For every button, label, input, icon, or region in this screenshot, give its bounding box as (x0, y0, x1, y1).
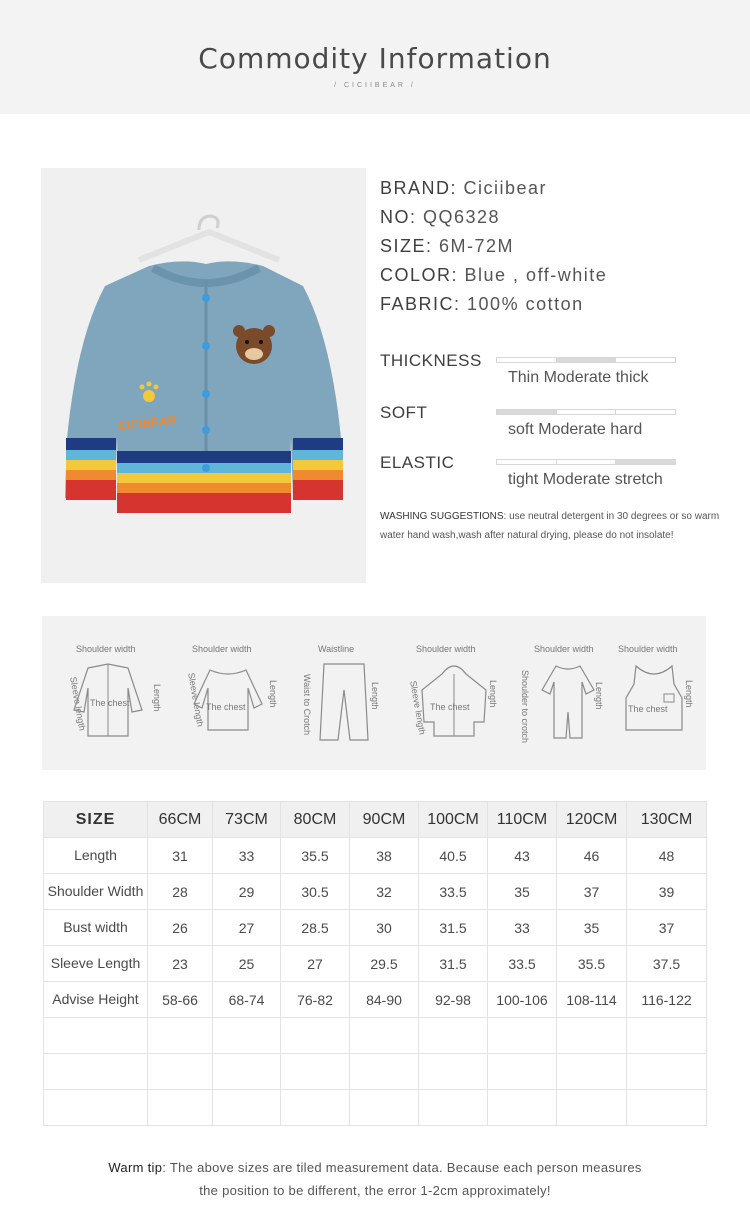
sweater-icon (188, 664, 268, 736)
table-cell: 31 (148, 838, 213, 874)
hoodie-icon (414, 660, 494, 740)
washing-suggestions (380, 507, 725, 545)
vest-icon (622, 660, 686, 736)
table-cell: 26 (148, 910, 213, 946)
measure-right-label: Length (268, 680, 278, 708)
scale-label: ELASTIC (380, 453, 455, 472)
scale-options: soft Moderate hard (508, 421, 643, 438)
table-row-empty (44, 1090, 707, 1126)
table-row (44, 946, 707, 982)
scale-label: THICKNESS (380, 351, 482, 370)
measure-hoodie (396, 616, 506, 770)
scale-bar (496, 459, 676, 465)
warm-tip-line2: the position to be different, the error 1-2cm approximately! (199, 1183, 551, 1198)
table-cell: 37 (557, 874, 627, 910)
table-cell: 43 (488, 838, 557, 874)
scale-elastic (380, 453, 720, 501)
scale-bar (496, 409, 676, 415)
scale-soft (380, 403, 720, 451)
warm-tip (0, 1156, 750, 1202)
table-cell: 76-82 (281, 982, 350, 1018)
info-no: NO: QQ6328 (380, 207, 501, 227)
scale-thickness (380, 351, 720, 399)
measure-sweater (168, 616, 280, 770)
table-cell: 32 (350, 874, 419, 910)
table-row (44, 874, 707, 910)
table-cell: 30 (350, 910, 419, 946)
table-cell: 33.5 (419, 874, 488, 910)
table-cell: 33 (488, 910, 557, 946)
table-row-empty (44, 1018, 707, 1054)
measure-left-label: Sleeve length (68, 676, 88, 732)
table-cell: 33 (213, 838, 281, 874)
table-cell: 100-106 (488, 982, 557, 1018)
table-cell: 31.5 (419, 910, 488, 946)
measure-top-label: Shoulder width (618, 644, 678, 654)
table-cell: 38 (350, 838, 419, 874)
table-cell: 28.5 (281, 910, 350, 946)
measure-top-label: Shoulder width (76, 644, 136, 654)
measure-shirt (50, 616, 160, 770)
size-table (43, 801, 707, 1126)
measure-center-label: The chest (206, 702, 246, 712)
measure-left-label: Shoulder to crotch (520, 670, 530, 744)
table-header-cell: 130CM (627, 802, 707, 838)
table-header-cell: 66CM (148, 802, 213, 838)
table-cell: 58-66 (148, 982, 213, 1018)
warm-tip-label: Warm tip (108, 1160, 163, 1175)
info-color: COLOR: Blue , off-white (380, 265, 608, 285)
table-cell: 46 (557, 838, 627, 874)
measure-top-label: Shoulder width (416, 644, 476, 654)
measure-top-label: Waistline (318, 644, 355, 654)
product-info (380, 178, 740, 323)
table-cell: 35.5 (557, 946, 627, 982)
measure-left-label: Waist to Crotch (302, 674, 312, 736)
table-row (44, 910, 707, 946)
table-cell: 92-98 (419, 982, 488, 1018)
measure-right-label: Length (152, 684, 162, 712)
table-cell: 29.5 (350, 946, 419, 982)
table-header-cell: 110CM (488, 802, 557, 838)
scale-bar (496, 357, 676, 363)
table-cell: 48 (627, 838, 707, 874)
romper-icon (536, 660, 600, 744)
row-label: Length (44, 838, 148, 874)
table-cell: 39 (627, 874, 707, 910)
table-cell: 35 (557, 910, 627, 946)
measure-pants (288, 616, 388, 770)
info-size: SIZE: 6M-72M (380, 236, 515, 256)
measure-top-label: Shoulder width (192, 644, 252, 654)
row-label: Advise Height (44, 982, 148, 1018)
product-image (41, 168, 366, 583)
table-header-row (44, 802, 707, 838)
table-row-empty (44, 1054, 707, 1090)
row-label: Bust width (44, 910, 148, 946)
table-cell: 35.5 (281, 838, 350, 874)
table-cell: 31.5 (419, 946, 488, 982)
table-header-cell: 73CM (213, 802, 281, 838)
washing-text: : use neutral detergent in 30 degrees or so warm water hand wash,wash after natural drying, please do not insolate! (380, 511, 720, 541)
table-cell: 68-74 (213, 982, 281, 1018)
measure-right-label: Length (370, 682, 380, 710)
measure-center-label: The chest (90, 698, 130, 708)
scale-label: SOFT (380, 403, 428, 422)
table-cell: 37 (627, 910, 707, 946)
page-title: Commodity Information (198, 42, 552, 75)
table-cell: 33.5 (488, 946, 557, 982)
table-header-cell: 100CM (419, 802, 488, 838)
warm-tip-line1: : The above sizes are tiled measurement data. Because each person measures (162, 1160, 642, 1175)
info-fabric: FABRIC: 100% cotton (380, 294, 584, 314)
measure-left-label: Sleeve length (408, 680, 428, 736)
table-cell: 116-122 (627, 982, 707, 1018)
pants-icon (316, 660, 372, 744)
measure-romper (514, 616, 614, 770)
table-cell: 28 (148, 874, 213, 910)
table-cell: 27 (213, 910, 281, 946)
table-cell: 108-114 (557, 982, 627, 1018)
measurement-guide (42, 616, 706, 770)
measure-vest (616, 616, 706, 770)
measure-right-label: Length (684, 680, 694, 708)
table-cell: 40.5 (419, 838, 488, 874)
table-cell: 29 (213, 874, 281, 910)
table-cell: 37.5 (627, 946, 707, 982)
measure-right-label: Length (488, 680, 498, 708)
table-row (44, 982, 707, 1018)
measure-left-label: Sleeve length (186, 672, 206, 728)
measure-center-label: The chest (430, 702, 470, 712)
scale-options: Thin Moderate thick (508, 369, 649, 386)
measure-right-label: Length (594, 682, 604, 710)
cardigan-illustration (41, 168, 366, 583)
measure-top-label: Shoulder width (534, 644, 594, 654)
table-header-cell: 80CM (281, 802, 350, 838)
table-cell: 25 (213, 946, 281, 982)
scale-options: tight Moderate stretch (508, 471, 663, 488)
table-header-cell: 120CM (557, 802, 627, 838)
row-label: Shoulder Width (44, 874, 148, 910)
table-row (44, 838, 707, 874)
table-header-cell: 90CM (350, 802, 419, 838)
chest-lettering: CICIBEAR (117, 412, 178, 433)
info-brand: BRAND: Ciciibear (380, 178, 548, 198)
table-cell: 35 (488, 874, 557, 910)
measure-center-label: The chest (628, 704, 668, 714)
page-header (0, 0, 750, 114)
table-cell: 84-90 (350, 982, 419, 1018)
row-label: Sleeve Length (44, 946, 148, 982)
table-header-size: SIZE (44, 802, 148, 838)
washing-label: WASHING SUGGESTIONS (380, 511, 504, 522)
table-cell: 27 (281, 946, 350, 982)
table-cell: 23 (148, 946, 213, 982)
table-cell: 30.5 (281, 874, 350, 910)
page-subtitle: / CICIIBEAR / (334, 82, 416, 89)
